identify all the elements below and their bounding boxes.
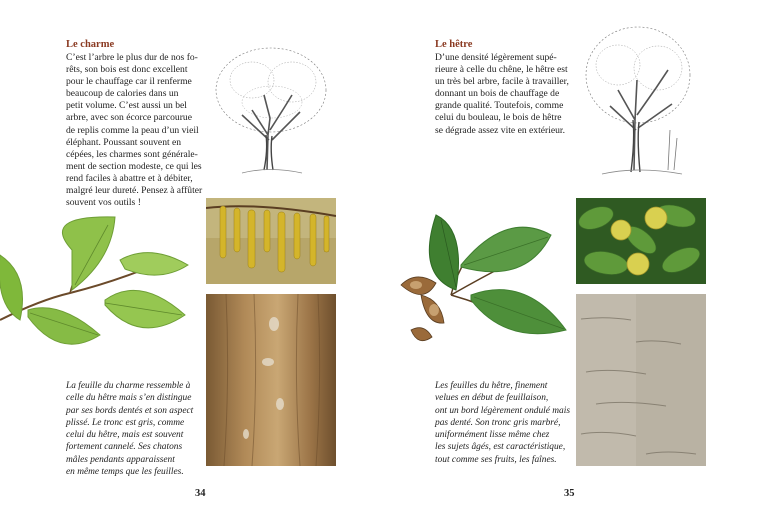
body-line: petit volume. C’est aussi un bel [66, 100, 187, 112]
caption-line: mâles pendants apparaissent [66, 454, 175, 465]
beech-heading: Le hêtre [435, 39, 473, 50]
caption-line: les sujets âgés, est caractéristique, [435, 442, 566, 453]
caption-line: celui du hêtre, mais est souvent [66, 430, 184, 441]
hornbeam-catkins-photo [206, 198, 336, 284]
hornbeam-leaves-photo [0, 205, 190, 355]
beech-caption [435, 380, 570, 466]
body-line: arbre, avec son écorce parcourue [66, 112, 192, 124]
caption-line: Les feuilles du hêtre, finement [435, 381, 548, 391]
caption-line: fortement cannelé. Ses chatons [66, 442, 183, 453]
beech-body-text [435, 52, 569, 137]
body-line: cépées, les charmes sont générale- [66, 148, 198, 160]
caption-line: ont un bord légèrement ondulé mais [435, 405, 570, 416]
caption-line: La feuille du charme ressemble à [66, 381, 191, 391]
body-line: éléphant. Poussant souvent en [66, 136, 182, 148]
body-line: un très bel arbre, facile à travailler, [435, 76, 569, 88]
hornbeam-tree-sketch [212, 40, 330, 178]
body-line: donnant un bois de chauffage de [435, 88, 560, 100]
body-line: malgré leur dureté. Pensez à affûter [66, 185, 203, 197]
caption-line: pas denté. Son tronc gris marbré, [435, 417, 561, 428]
beech-bark-photo [576, 294, 706, 466]
body-line: se dégrade assez vite en extérieur. [435, 124, 565, 136]
body-line: grande qualité. Toutefois, comme [435, 100, 564, 112]
caption-line: tout comme ses fruits, les faînes. [435, 454, 557, 465]
body-line: beaucoup de calories dans un [66, 88, 179, 100]
beech-tree-sketch [582, 20, 694, 180]
beech-nuts-photo [576, 198, 706, 284]
caption-line: velues en début de feuillaison, [435, 393, 549, 404]
right-page [386, 0, 771, 524]
body-line: rieure à celle du chêne, le hêtre est [435, 64, 568, 76]
caption-line: par ses bords dentés et son aspect [66, 405, 194, 416]
hornbeam-caption [66, 380, 193, 478]
body-line: rêts, son bois est donc excellent [66, 64, 188, 76]
body-line: D’une densité légèrement supé- [435, 52, 557, 63]
left-page [0, 0, 385, 524]
caption-line: plissé. Le tronc est gris, comme [66, 417, 185, 428]
body-line: de replis comme la peau d’un vieil [66, 124, 199, 136]
page-number-left: 34 [195, 488, 206, 499]
hornbeam-bark-photo [206, 294, 336, 466]
body-line: celui du bouleau, le bois de hêtre [435, 112, 562, 124]
caption-line: celle du hêtre mais s’en distingue [66, 393, 192, 404]
body-line: rend faciles à abattre et à débiter, [66, 172, 193, 184]
caption-line: uniformément lisse même chez [435, 430, 550, 441]
caption-line: en même temps que les feuilles. [66, 467, 184, 478]
body-line: C’est l’arbre le plus dur de nos fo- [66, 52, 198, 63]
hornbeam-body-text [66, 52, 202, 209]
page-number-right: 35 [564, 488, 575, 499]
body-line: pour le chauffage car il renferme [66, 76, 192, 88]
beech-leaves-photo [396, 205, 571, 355]
body-line: ment de section modeste, ce qui les [66, 160, 202, 172]
body-line: souvent vos outils ! [66, 197, 141, 209]
hornbeam-heading: Le charme [66, 39, 115, 50]
